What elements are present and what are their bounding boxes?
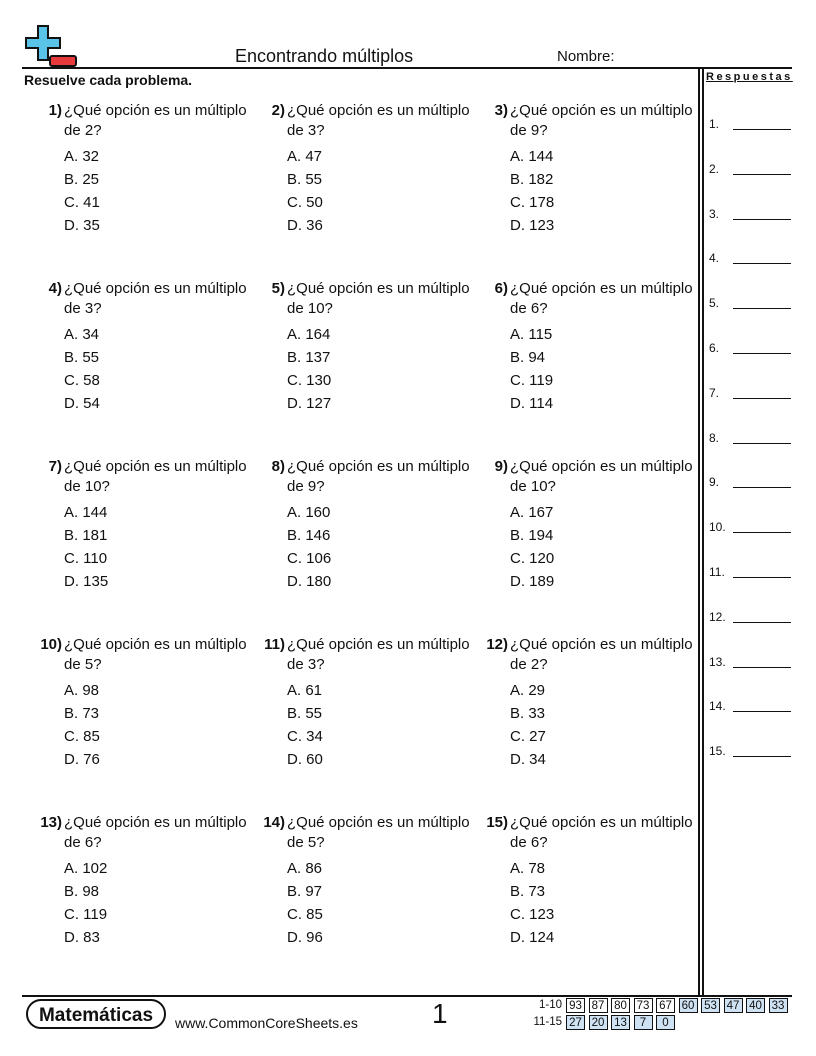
instructions: Resuelve cada problema. <box>24 72 193 88</box>
answer-option: A. 167 <box>510 504 554 521</box>
answer-option: D. 60 <box>287 751 323 768</box>
problem-question: ¿Qué opción es un múltiplo de 9? <box>287 458 470 495</box>
answer-option: A. 61 <box>287 682 323 699</box>
answer-line[interactable] <box>733 443 791 444</box>
answer-option: D. 123 <box>510 217 555 234</box>
problem-number: 10) <box>40 636 62 653</box>
problem-number: 12) <box>486 636 508 653</box>
answer-option: C. 119 <box>510 372 554 389</box>
score-key-cell: 53 <box>701 998 720 1013</box>
answer-number: 2. <box>709 161 720 176</box>
answer-option: B. 137 <box>287 349 331 366</box>
problem-number: 5) <box>271 280 285 297</box>
score-key-cell: 93 <box>566 998 585 1013</box>
answer-number: 12. <box>709 609 726 624</box>
answer-option: C. 110 <box>64 550 108 567</box>
answer-option: B. 97 <box>287 883 323 900</box>
answer-blank[interactable] <box>709 520 793 540</box>
page-number: 1 <box>432 998 448 1029</box>
answer-option: B. 25 <box>64 171 100 188</box>
problem-number: 1) <box>48 102 62 119</box>
problem-question: ¿Qué opción es un múltiplo de 3? <box>287 102 470 139</box>
answer-line[interactable] <box>733 398 791 399</box>
score-key-cell: 13 <box>611 1015 630 1030</box>
plus-minus-logo <box>24 24 78 68</box>
answer-option: D. 83 <box>64 929 100 946</box>
answer-line[interactable] <box>733 711 791 712</box>
problem-number: 13) <box>40 814 62 831</box>
answer-option: B. 55 <box>287 171 323 188</box>
problem-question: ¿Qué opción es un múltiplo de 6? <box>510 280 693 317</box>
answers-divider-right <box>702 67 704 995</box>
answer-option: A. 144 <box>510 148 554 165</box>
problem-number: 6) <box>494 280 508 297</box>
answer-option: C. 50 <box>287 194 323 211</box>
problem-number: 7) <box>48 458 62 475</box>
problem-question: ¿Qué opción es un múltiplo de 10? <box>64 458 247 495</box>
answers-title: Respuestas <box>706 71 793 83</box>
answer-line[interactable] <box>733 532 791 533</box>
answer-blank[interactable] <box>709 207 793 227</box>
problem-question: ¿Qué opción es un múltiplo de 6? <box>64 814 247 851</box>
answer-blank[interactable] <box>709 386 793 406</box>
problem-number: 2) <box>271 102 285 119</box>
problem-question: ¿Qué opción es un múltiplo de 6? <box>510 814 693 851</box>
answer-number: 1. <box>709 117 720 131</box>
score-key-cell: 27 <box>566 1015 585 1030</box>
answer-option: D. 34 <box>510 751 546 768</box>
answer-option: B. 94 <box>510 349 546 366</box>
answer-option: C. 119 <box>64 906 108 923</box>
brand-badge: Matemáticas <box>26 999 166 1029</box>
site-url: www.CommonCoreSheets.es <box>175 1015 358 1031</box>
answer-blank[interactable] <box>709 117 793 137</box>
answer-option: C. 41 <box>64 194 100 211</box>
score-key-cell: 87 <box>589 998 608 1013</box>
answer-line[interactable] <box>733 577 791 578</box>
answer-option: A. 32 <box>64 148 100 165</box>
problem-number: 8) <box>271 458 285 475</box>
score-key-cell: 60 <box>679 998 698 1013</box>
answer-option: C. 34 <box>287 728 323 745</box>
answer-blank[interactable] <box>709 699 793 719</box>
answer-line[interactable] <box>733 487 791 488</box>
answer-blank[interactable] <box>709 655 793 675</box>
answer-option: C. 123 <box>510 906 555 923</box>
answer-option: A. 102 <box>64 860 108 877</box>
answer-option: B. 182 <box>510 171 554 188</box>
answer-number: 5. <box>709 296 720 311</box>
answer-option: C. 85 <box>287 906 323 923</box>
worksheet-title: Encontrando múltiplos <box>235 46 414 66</box>
answer-blank[interactable] <box>709 296 793 316</box>
answer-option: D. 124 <box>510 929 555 946</box>
name-label: Nombre: <box>557 48 615 65</box>
answer-option: D. 180 <box>287 573 332 590</box>
answer-number: 7. <box>709 385 720 400</box>
score-key-cell: 80 <box>611 998 630 1013</box>
answer-option: D. 54 <box>64 395 100 412</box>
answer-option: B. 55 <box>287 705 323 722</box>
answer-option: A. 34 <box>64 326 100 343</box>
problem-number: 11) <box>264 636 285 653</box>
answer-line[interactable] <box>733 667 791 668</box>
answer-line[interactable] <box>733 353 791 354</box>
answer-option: B. 146 <box>287 527 331 544</box>
answer-number: 13. <box>709 654 726 669</box>
answer-blank[interactable] <box>709 431 793 451</box>
answer-option: D. 189 <box>510 573 555 590</box>
answers-divider-left <box>698 67 700 995</box>
problem-question: ¿Qué opción es un múltiplo de 3? <box>64 280 247 317</box>
score-key-label: 11-15 <box>533 1016 562 1028</box>
score-key-label: 1-10 <box>538 999 562 1011</box>
answer-option: A. 29 <box>510 682 546 699</box>
score-key-cell: 0 <box>656 1015 675 1030</box>
problem-number: 15) <box>486 814 508 831</box>
problem-number: 4) <box>48 280 62 297</box>
answer-option: B. 181 <box>64 527 108 544</box>
problem-question: ¿Qué opción es un múltiplo de 9? <box>510 102 693 139</box>
answer-option: D. 114 <box>510 395 554 412</box>
score-key-cell: 7 <box>634 1015 653 1030</box>
answer-blank[interactable] <box>709 162 793 182</box>
problem-question: ¿Qué opción es un múltiplo de 10? <box>287 280 470 317</box>
answer-option: A. 115 <box>510 326 553 343</box>
footer-divider <box>22 995 792 997</box>
answer-option: B. 194 <box>510 527 554 544</box>
answer-line[interactable] <box>733 129 791 130</box>
problem-question: ¿Qué opción es un múltiplo de 2? <box>510 636 693 673</box>
answer-option: C. 178 <box>510 194 555 211</box>
answer-line[interactable] <box>733 756 791 757</box>
answer-option: A. 86 <box>287 860 323 877</box>
answer-option: D. 96 <box>287 929 323 946</box>
answer-option: C. 130 <box>287 372 332 389</box>
answer-option: B. 98 <box>64 883 100 900</box>
answer-option: A. 160 <box>287 504 331 521</box>
score-key-cell: 40 <box>746 998 765 1013</box>
answer-blank[interactable] <box>709 251 793 271</box>
answer-option: A. 47 <box>287 148 323 165</box>
problem-number: 14) <box>263 814 285 831</box>
answer-option: B. 73 <box>64 705 100 722</box>
score-key-cell: 47 <box>724 998 743 1013</box>
score-key-cell: 33 <box>769 998 788 1013</box>
answer-option: D. 76 <box>64 751 100 768</box>
problem-question: ¿Qué opción es un múltiplo de 2? <box>64 102 247 139</box>
problem-question: ¿Qué opción es un múltiplo de 3? <box>287 636 470 673</box>
answer-number: 10. <box>709 520 726 535</box>
answer-option: C. 85 <box>64 728 100 745</box>
answer-option: A. 164 <box>287 326 331 343</box>
answer-line[interactable] <box>733 263 791 264</box>
answer-number: 4. <box>709 251 720 266</box>
answer-option: C. 27 <box>510 728 546 745</box>
answer-option: A. 78 <box>510 860 546 877</box>
answer-number: 14. <box>709 699 726 714</box>
answer-number: 8. <box>709 430 720 445</box>
problem-number: 9) <box>494 458 508 475</box>
answer-blank[interactable] <box>709 610 793 630</box>
answer-option: D. 36 <box>287 217 323 234</box>
answer-option: D. 35 <box>64 217 100 234</box>
score-key-cell: 73 <box>634 998 653 1013</box>
answer-line[interactable] <box>733 308 791 309</box>
answer-number: 6. <box>709 341 720 355</box>
problem-question: ¿Qué opción es un múltiplo de 5? <box>287 814 470 851</box>
answer-number: 9. <box>709 475 720 490</box>
answer-number: 3. <box>709 206 720 221</box>
header-divider <box>22 67 792 69</box>
answer-blank[interactable] <box>709 565 793 585</box>
answer-option: C. 106 <box>287 550 332 567</box>
answer-blank[interactable] <box>709 475 793 495</box>
score-key-cell: 20 <box>589 1015 608 1030</box>
answer-line[interactable] <box>733 219 791 220</box>
problem-question: ¿Qué opción es un múltiplo de 10? <box>510 458 693 495</box>
answer-option: C. 120 <box>510 550 555 567</box>
answer-line[interactable] <box>733 174 791 175</box>
answer-blank[interactable] <box>709 341 793 361</box>
answer-option: B. 55 <box>64 349 100 366</box>
answer-number: 11. <box>709 565 725 579</box>
answer-option: A. 98 <box>64 682 100 699</box>
answer-option: C. 58 <box>64 372 100 389</box>
answer-number: 15. <box>709 744 726 759</box>
problem-number: 3) <box>494 102 508 119</box>
answer-option: B. 73 <box>510 883 546 900</box>
answer-blank[interactable] <box>709 744 793 764</box>
answer-option: B. 33 <box>510 705 546 722</box>
answer-option: D. 135 <box>64 573 109 590</box>
problem-question: ¿Qué opción es un múltiplo de 5? <box>64 636 247 673</box>
score-key-cell: 67 <box>656 998 675 1013</box>
answer-option: D. 127 <box>287 395 332 412</box>
answer-option: A. 144 <box>64 504 108 521</box>
answer-line[interactable] <box>733 622 791 623</box>
